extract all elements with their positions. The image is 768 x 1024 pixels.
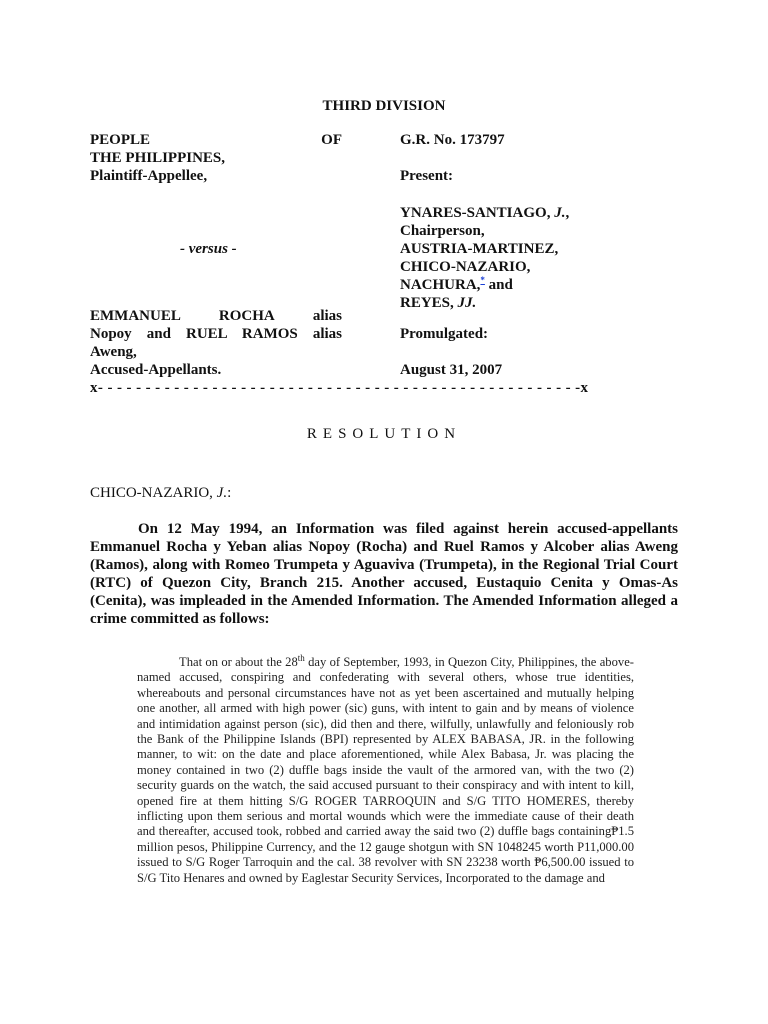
caption-divider: x- - - - - - - - - - - - - - - - - - - - - - - - - - - - - - - - - - - - - - - - - - - - - - - - - - -x [90,380,589,396]
ponente-line: CHICO-NAZARIO, J.: [90,485,232,501]
philippines-line: THE PHILIPPINES, [90,150,226,166]
caption-plaintiff-block [90,131,342,185]
caption-accused-block [90,307,342,379]
of-word: OF [321,132,342,148]
accused-line-2: Nopoy and RUEL RAMOS alias [90,326,343,342]
accused-line-1: EMMANUEL ROCHA alias [90,308,343,324]
chairperson-label: Chairperson, [400,223,485,239]
footnote-link[interactable]: * [480,275,485,285]
gr-number: G.R. No. 173797 [400,132,505,148]
accused-label: Accused-Appellants. [90,362,222,378]
division-heading: THIRD DIVISION [322,98,446,114]
present-label: Present: [400,168,454,184]
caption-people-line [90,131,342,149]
justice-reyes: REYES, JJ. [400,295,477,311]
justice-chico-nazario: CHICO-NAZARIO, [400,259,531,275]
body-paragraph-1: On 12 May 1994, an Information was filed against herein accused-appellants Emmanuel Rocha y Yeban alias Nopoy (Rocha) and Ruel Ramos y Alcober alias Aweng (Ramos), along with Romeo Trumpeta y Aguaviva (Trumpeta), in the Regional Trial Court (RTC) of Quezon City, Branch 215. Another accused, Eustaquio Cenita y Omas-As (Cenita), was impleaded in the Amended Information. The Amended Information alleged a crime committed as follows: [90,521,678,627]
justice-austria-martinez: AUSTRIA-MARTINEZ, [400,241,559,257]
promulgation-date: August 31, 2007 [400,362,503,378]
justice-nachura: NACHURA,* and [400,275,513,293]
quoted-information: That on or about the 28th day of September, 1993, in Quezon City, Philippines, the above-named accused, conspiring and confederating with several others, whose true identities, whereabouts and personal circumstances have not as yet been ascertained and mutually helping one another, all armed with high power (sic) guns, with intent to gain and by means of violence and intimidation against person (sic), did then and there, wilfully, unlawfully and feloniously rob the Bank of the Philippine Islands (BPI) represented by ALEX BABASA, JR. in the following manner, to wit: on the date and place aforementioned, while Alex Babasa, Jr. was placing the money contained in two (2) duffle bags inside the vault of the armored van, with the two (2) security guards on the watch, the said accused pursuant to their conspiracy and with intent to kill, opened fire at them hitting S/G ROGER TARROQUIN and S/G TITO HOMERES, thereby inflicting upon them serious and mortal wounds which were the immediate cause of their death and thereafter, accused took, robbed and carried away the said two (2) duffle bags containing₱1.5 million pesos, Philippine Currency, and the 12 gauge shotgun with SN 1048245 worth P11,000.00 issued to S/G Roger Tarroquin and the cal. 38 revolver with SN 23238 worth ₱6,500.00 issued to S/G Tito Henares and owned by Eaglestar Security Services, Incorporated to the damage and [137,652,634,885]
resolution-title: RESOLUTION [306,426,462,442]
promulgated-label: Promulgated: [400,326,489,342]
plaintiff-label: Plaintiff-Appellee, [90,168,208,184]
justice-ynares-santiago: YNARES-SANTIAGO, J., [400,205,570,221]
accused-line-3: Aweng, [90,344,137,360]
versus-label: - versus - [180,241,237,257]
people-word: PEOPLE [90,132,151,148]
